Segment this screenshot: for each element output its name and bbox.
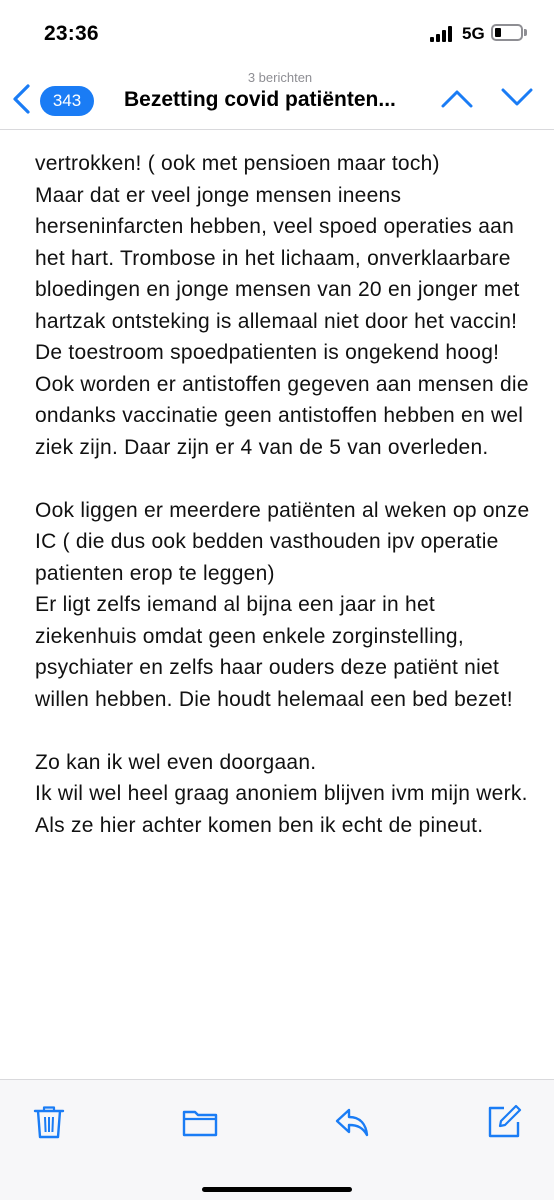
paragraph: vertrokken! ( ook met pensioen maar toch) xyxy=(35,152,440,175)
bottom-toolbar xyxy=(0,1079,554,1200)
message-body xyxy=(0,131,554,1078)
trash-icon[interactable] xyxy=(29,1102,69,1142)
signal-icon xyxy=(430,26,456,42)
home-indicator xyxy=(202,1187,352,1192)
blank-line xyxy=(35,715,540,747)
message-text xyxy=(35,148,540,841)
paragraph: Maar dat er veel jonge mensen ineens herseninfarcten hebben, veel spoed operaties aan het hart. Trombose in het lichaam, onverklaarbare bloedingen en jonge mensen van 20 en jonger met hartzak ontsteking is allemaal niet door het vaccin! xyxy=(35,183,520,333)
chevron-down-icon[interactable] xyxy=(500,84,534,112)
paragraph: Ik wil wel heel graag anoniem blijven ivm mijn werk. Als ze hier achter komen ben ik echt de pineut. xyxy=(35,782,528,837)
back-count-badge[interactable]: 343 xyxy=(40,86,94,116)
paragraph: De toestroom spoedpatienten is ongekend hoog! xyxy=(35,341,500,364)
paragraph: Er ligt zelfs iemand al bijna een jaar in het ziekenhuis omdat geen enkele zorginstelling, psychiater en zelfs haar ouders deze patiënt niet willen hebben. Die houdt helemaal een bed bezet! xyxy=(35,593,513,711)
compose-icon[interactable] xyxy=(484,1102,524,1142)
battery-icon xyxy=(491,24,523,41)
reply-icon[interactable] xyxy=(332,1102,372,1142)
nav-bar xyxy=(0,66,554,130)
folder-icon[interactable] xyxy=(180,1102,220,1142)
thread-title: Bezetting covid patiënten... xyxy=(124,88,396,111)
chevron-up-icon[interactable] xyxy=(440,84,474,112)
message-count-subtitle: 3 berichten xyxy=(247,70,313,85)
blank-line xyxy=(35,463,540,495)
network-label: 5G xyxy=(462,24,485,43)
paragraph: Ook worden er antistoffen gegeven aan mensen die ondanks vaccinatie geen antistoffen hebben en wel ziek zijn. Daar zijn er 4 van de 5 van overleden. xyxy=(35,372,529,459)
paragraph: Zo kan ik wel even doorgaan. xyxy=(35,750,317,774)
battery-tip xyxy=(524,29,527,36)
status-time: 23:36 xyxy=(44,22,99,45)
status-bar xyxy=(0,0,554,66)
chevron-left-icon[interactable] xyxy=(8,82,36,116)
paragraph: Ook liggen er meerdere patiënten al weken op onze IC ( die dus ook bedden vasthouden ipv operatie patienten erop te leggen) xyxy=(35,498,530,585)
